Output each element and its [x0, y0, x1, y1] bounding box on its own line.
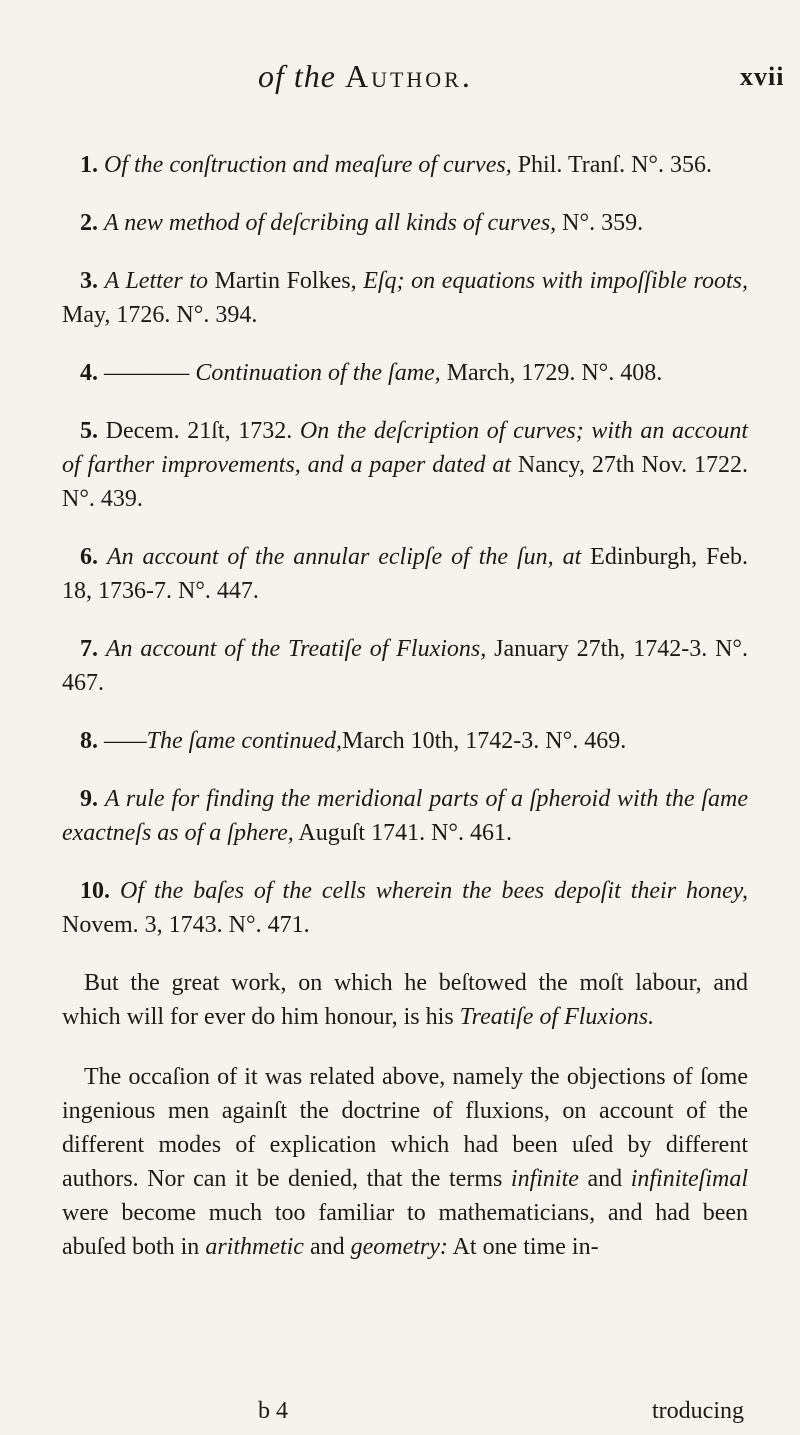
- paragraph-occasion: [62, 1060, 748, 1264]
- entry-title: ——The ſame continued,: [104, 728, 342, 754]
- term-infinitesimal: infiniteſimal: [630, 1166, 749, 1192]
- term-arithmetic: arithmetic: [205, 1234, 304, 1260]
- list-item: [62, 782, 748, 850]
- entry-citation: Edinburgh, Feb. 18, 1736-7. N°. 447.: [62, 544, 749, 604]
- paragraph-text: But the great work, on which he beſtowed the moſt labour, and which will for ever do him honour, is his: [62, 970, 748, 1030]
- list-item: [62, 632, 748, 700]
- paragraph-text: and: [578, 1166, 631, 1192]
- treatise-title: Treatiſe of Fluxions.: [459, 1004, 655, 1030]
- entry-title: An account of the annular eclipſe of the ſun, at: [106, 544, 582, 570]
- paragraph-great-work: [62, 966, 748, 1034]
- running-title-word: Author.: [344, 58, 473, 94]
- entry-title: A new method of deſcribing all kinds of curves,: [104, 210, 557, 236]
- term-geometry: geometry:: [350, 1234, 448, 1260]
- entry-number: 8.: [80, 728, 98, 754]
- entry-title: Of the baſes of the cells wherein the bees depoſit their honey,: [119, 878, 749, 904]
- list-item: [62, 356, 748, 390]
- page-footer: [0, 1398, 800, 1432]
- paragraph-text: The occaſion of it was related above, namely the objections of ſome ingenious men againſt the doctrine of fluxions, on account of the different modes of explication which had been uſed by different authors. Nor can it be denied, that the terms: [62, 1064, 748, 1192]
- signature-mark: b 4: [258, 1398, 288, 1424]
- paragraph-text: At one time in-: [447, 1234, 599, 1260]
- entry-number: 6.: [80, 544, 98, 570]
- list-item: [62, 874, 748, 942]
- entry-title-cont: on equations with impoſſible roots,: [404, 268, 749, 294]
- entry-citation: Novem. 3, 1743. N°. 471.: [62, 912, 310, 938]
- entry-number: 4.: [80, 360, 98, 386]
- running-header: [0, 58, 800, 98]
- entry-date: Decem. 21ſt, 1732.: [105, 418, 300, 444]
- body-text: [62, 148, 748, 1290]
- entry-number: 1.: [80, 152, 98, 178]
- entry-citation: N°. 359.: [556, 210, 644, 236]
- entry-citation: Auguſt 1741. N°. 461.: [293, 820, 512, 846]
- running-title: [258, 58, 473, 95]
- running-title-prefix: of the: [258, 58, 336, 94]
- list-item: [62, 148, 748, 182]
- entry-number: 7.: [80, 636, 98, 662]
- entry-citation: March 10th, 1742-3. N°. 469.: [341, 728, 627, 754]
- entry-citation: May, 1726. N°. 394.: [62, 302, 258, 328]
- list-item: [62, 264, 748, 332]
- entry-recipient: Martin Folkes,: [208, 268, 364, 294]
- entry-citation: Nancy, 27th Nov. 1722. N°. 439.: [62, 452, 749, 512]
- term-infinite: infinite: [510, 1166, 579, 1192]
- entry-title: Of the conſtruction and meaſure of curves,: [104, 152, 512, 178]
- entry-number: 3.: [80, 268, 98, 294]
- list-item: [62, 414, 748, 516]
- entry-number: 5.: [80, 418, 98, 444]
- list-item: [62, 206, 748, 240]
- paragraph-text: and: [303, 1234, 351, 1260]
- entry-citation: January 27th, 1742-3. N°. 467.: [62, 636, 749, 696]
- page-number: xvii: [740, 62, 785, 91]
- list-item: [62, 724, 748, 758]
- entry-citation: Phil. Tranſ. N°. 356.: [511, 152, 713, 178]
- entry-title: A rule for finding the meridional parts of a ſpheroid with the ſame exactneſs as of a ſphere,: [62, 786, 748, 846]
- entry-citation: March, 1729. N°. 408.: [440, 360, 663, 386]
- entry-honorific: Eſq;: [363, 268, 405, 294]
- paragraph-text: were become much too familiar to mathematicians, and had been abuſed both in: [62, 1200, 748, 1260]
- entry-number: 9.: [80, 786, 98, 812]
- entry-title: An account of the Treatiſe of Fluxions,: [105, 636, 487, 662]
- entry-title: ———— Continuation of the ſame,: [104, 360, 441, 386]
- entry-number: 10.: [80, 878, 110, 904]
- entry-title: On the deſcription of curves; with an account of farther improvements, and a paper dated at: [62, 418, 748, 478]
- entry-title: A Letter to: [104, 268, 209, 294]
- entry-number: 2.: [80, 210, 98, 236]
- catchword: troducing: [652, 1398, 744, 1424]
- list-item: [62, 540, 748, 608]
